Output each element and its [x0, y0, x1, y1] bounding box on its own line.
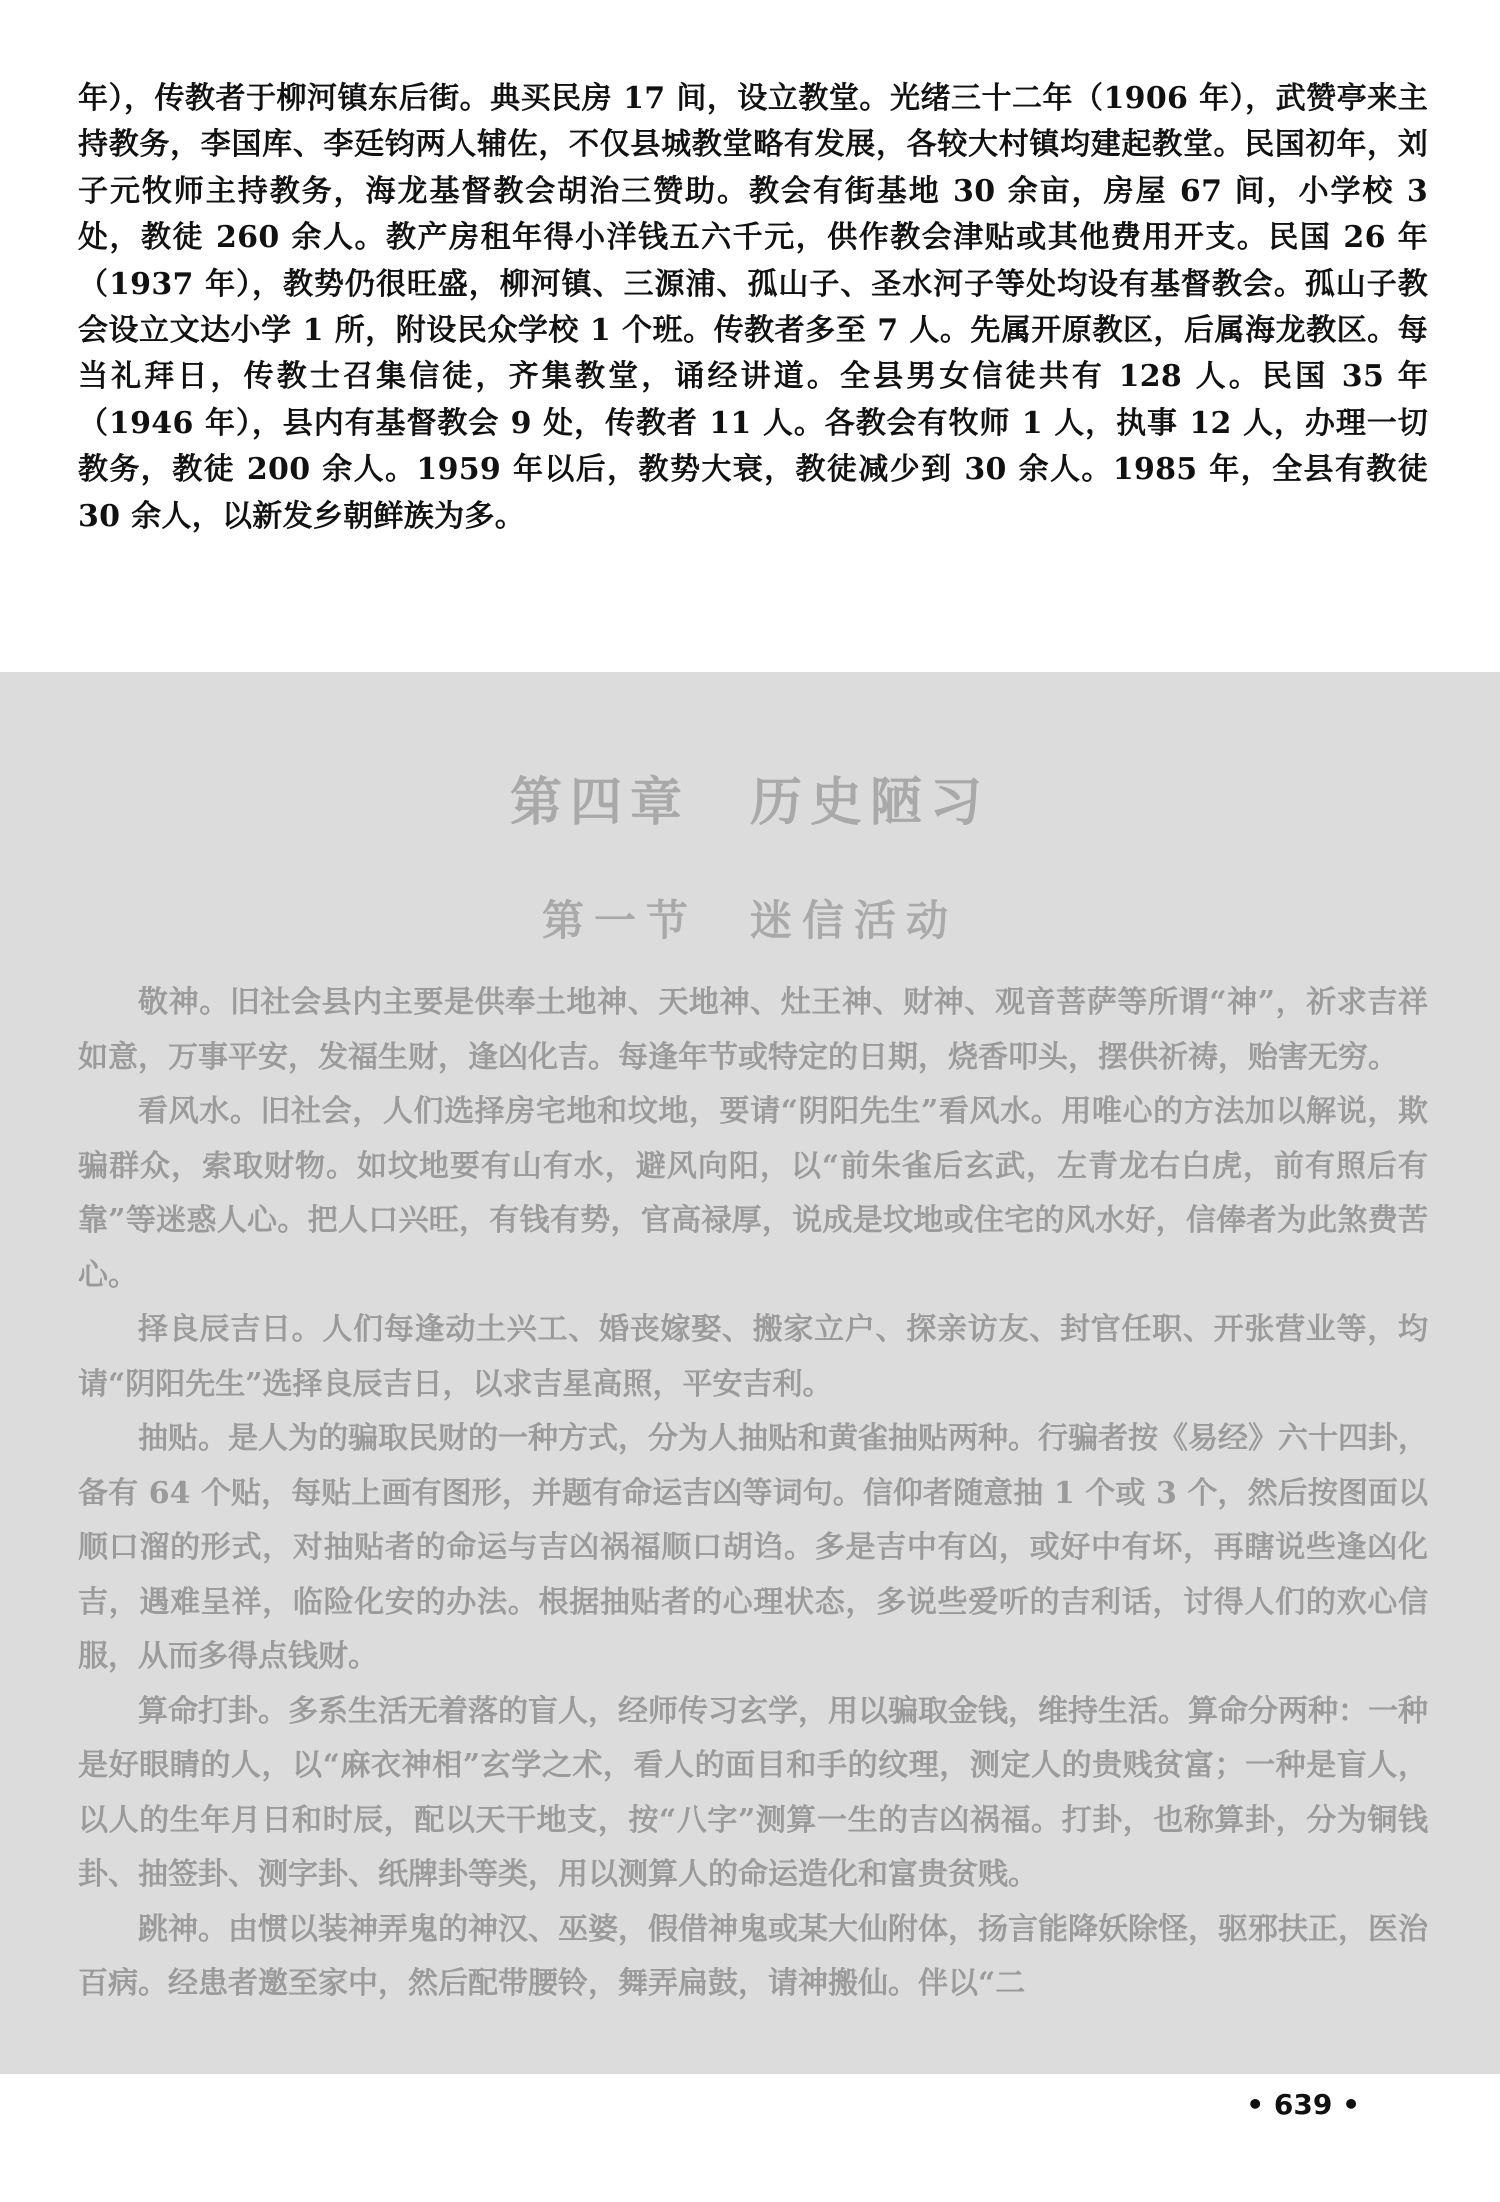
- paragraph-fengshui: 看风水。旧社会，人们选择房宅地和坟地，要请“阴阳先生”看风水。用唯心的方法加以解说，欺骗群众，索取财物。如坟地要有山有水，避风向阳，以“前朱雀后玄武，左青龙右白虎，前有照后有靠”等迷惑人心。把人口兴旺，有钱有势，官高禄厚，说成是坟地或住宅的风水好，信俸者为此煞费苦心。: [78, 1094, 1428, 1293]
- continued-text-block: [0, 0, 1500, 672]
- paragraph-worship: 敬神。旧社会县内主要是供奉土地神、天地神、灶王神、财神、观音菩萨等所谓“神”，祈求吉祥如意，万事平安，发福生财，逢凶化吉。每逢年节或特定的日期，烧香叩头，摆供祈祷，贻害无穷。: [78, 985, 1428, 1075]
- page-number: • 639 •: [1246, 2088, 1360, 2121]
- paragraph-shaman-dance: 跳神。由惯以装神弄鬼的神汉、巫婆，假借神鬼或某大仙附体，扬言能降妖除怪，驱邪扶正，医治百病。经患者邀至家中，然后配带腰铃，舞弄扁鼓，请神搬仙。伴以“二: [78, 1911, 1428, 2001]
- chapter-title: 第四章 历史陋习: [509, 772, 990, 833]
- paragraph-lot-drawing: 抽贴。是人为的骗取民财的一种方式，分为人抽贴和黄雀抽贴两种。行骗者按《易经》六十四卦，备有 64 个贴，每贴上画有图形，并题有命运吉凶等词句。信仰者随意抽 1 个或 3 个，然后按图面以顺口溜的形式，对抽贴者的命运与吉凶祸福顺口胡诌。多是吉中有凶，或好中有坏，再瞎说些逢凶化吉，遇难呈祥，临险化安的办法。根据抽贴者的心理状态，多说些爱听的吉利话，讨得人们的欢心信服，从而多得点钱财。: [78, 1421, 1428, 1674]
- paragraph-fortune-telling: 算命打卦。多系生活无着落的盲人，经师传习玄学，用以骗取金钱，维持生活。算命分两种：一种是好眼睛的人，以“麻衣神相”玄学之术，看人的面目和手的纹理，测定人的贵贱贫富；一种是盲人，以人的生年月日和时辰，配以天干地支，按“八字”测算一生的吉凶祸福。打卦，也称算卦，分为铜钱卦、抽签卦、测字卦、纸牌卦等类，用以测算人的命运造化和富贵贫贱。: [78, 1693, 1428, 1892]
- continued-paragraph: 年），传教者于柳河镇东后街。典买民房 17 间，设立教堂。光绪三十二年（1906 年），武赞亭来主持教务，李国库、李廷钧两人辅佐，不仅县城教堂略有发展，各较大村镇均建起教堂。民国初年，刘子元牧师主持教务，海龙基督教会胡治三赞助。教会有街基地 30 余亩，房屋 67 间，小学校 3 处，教徒 260 余人。教产房租年得小洋钱五六千元，供作教会津贴或其他费用开支。民国 26 年（1937 年），教势仍很旺盛，柳河镇、三源浦、孤山子、圣水河子等处均设有基督教会。孤山子教会设立文达小学 1 所，附设民众学校 1 个班。传教者多至 7 人。先属开原教区，后属海龙教区。每当礼拜日，传教士召集信徒，齐集教堂，诵经讲道。全县男女信徒共有 128 人。民国 35 年（1946 年），县内有基督教会 9 处，传教者 11 人。各教会有牧师 1 人，执事 12 人，办理一切教务，教徒 200 余人。1959 年以后，教势大衰，教徒减少到 30 余人。1985 年，全县有教徒 30 余人，以新发乡朝鲜族为多。: [78, 81, 1428, 534]
- chapter-section: [0, 672, 1500, 2074]
- section-body: [78, 976, 1428, 2012]
- paragraph-auspicious-day: 择良辰吉日。人们每逢动土兴工、婚丧嫁娶、搬家立户、探亲访友、封官任职、开张营业等，均请“阴阳先生”选择良辰吉日，以求吉星高照，平安吉利。: [78, 1312, 1428, 1402]
- section-title: 第一节 迷信活动: [541, 896, 958, 945]
